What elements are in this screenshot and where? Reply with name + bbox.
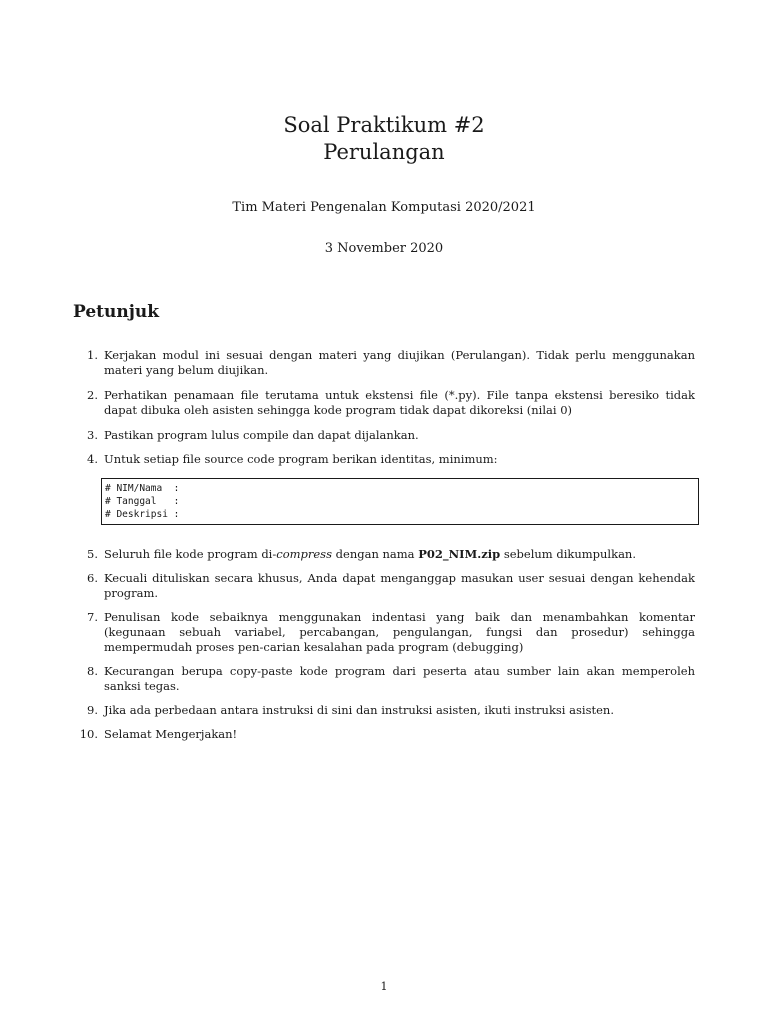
list-item-text: Seluruh file kode program di- [104, 547, 277, 561]
list-item-number: 7. [87, 610, 98, 624]
list-item-number: 4. [87, 452, 98, 466]
list-item [73, 348, 695, 378]
author-line: Tim Materi Pengenalan Komputasi 2020/2021 [232, 200, 536, 215]
list-item-number: 8. [87, 664, 98, 678]
code-block [101, 478, 699, 525]
document-title: Soal Praktikum #2 [283, 113, 485, 137]
code-line: # NIM/Nama : [105, 483, 180, 494]
list-item [73, 571, 695, 601]
list-item-text: Selamat Mengerjakan! [104, 727, 238, 741]
document-subtitle: Perulangan [323, 140, 445, 164]
list-item-filename: P02_NIM.zip [418, 547, 501, 561]
list-item-emphasis: compress [276, 547, 332, 561]
list-item-text: Kerjakan modul ini sesuai dengan materi yang diujikan (Perulangan). Tidak perlu menggunakan materi yang belum diujikan. [104, 348, 695, 377]
list-item-text: sebelum dikumpulkan. [500, 547, 636, 561]
list-item-number: 1. [87, 348, 98, 362]
instruction-list-continued [73, 547, 695, 742]
list-item-number: 6. [87, 571, 98, 585]
list-item-number: 10. [79, 727, 98, 741]
list-item-text: Kecuali dituliskan secara khusus, Anda dapat menganggap masukan user sesuai dengan kehendak program. [104, 571, 695, 600]
list-item [73, 727, 695, 742]
list-item-number: 9. [87, 703, 98, 717]
list-item [73, 452, 695, 467]
list-item [73, 547, 695, 562]
title-block [0, 112, 768, 166]
list-item-text: Pastikan program lulus compile dan dapat dijalankan. [104, 428, 419, 442]
date-line: 3 November 2020 [324, 241, 444, 256]
list-item-number: 5. [87, 547, 98, 561]
list-item-number: 3. [87, 428, 98, 442]
list-item-text: Untuk setiap file source code program berikan identitas, minimum: [104, 452, 498, 466]
list-item [73, 428, 695, 443]
instruction-list [73, 348, 695, 475]
list-item [73, 610, 695, 655]
code-line: # Deskripsi : [105, 509, 180, 520]
list-item-text: dengan nama [332, 547, 419, 561]
code-line: # Tanggal : [105, 496, 180, 507]
list-item-number: 2. [87, 388, 98, 402]
list-item [73, 664, 695, 694]
list-item-text: Penulisan kode sebaiknya menggunakan indentasi yang baik dan menambahkan komentar (kegunaan sebuah variabel, percabangan, pengulangan, fungsi dan prosedur) sehingga mempermudah proses pen-carian kesalahan pada program (debugging) [104, 610, 695, 654]
page-number: 1 [380, 980, 388, 993]
list-item-text: Jika ada perbedaan antara instruksi di sini dan instruksi asisten, ikuti instruksi asisten. [104, 703, 614, 717]
list-item [73, 703, 695, 718]
list-item [73, 388, 695, 418]
list-item-text: Perhatikan penamaan file terutama untuk ekstensi file (*.py). File tanpa ekstensi beresiko tidak dapat dibuka oleh asisten sehingga kode program tidak dapat dikoreksi (nilai 0) [104, 388, 695, 417]
list-item-text: Kecurangan berupa copy-paste kode program dari peserta atau sumber lain akan memperoleh sanksi tegas. [104, 664, 695, 693]
section-heading: Petunjuk [73, 302, 160, 322]
